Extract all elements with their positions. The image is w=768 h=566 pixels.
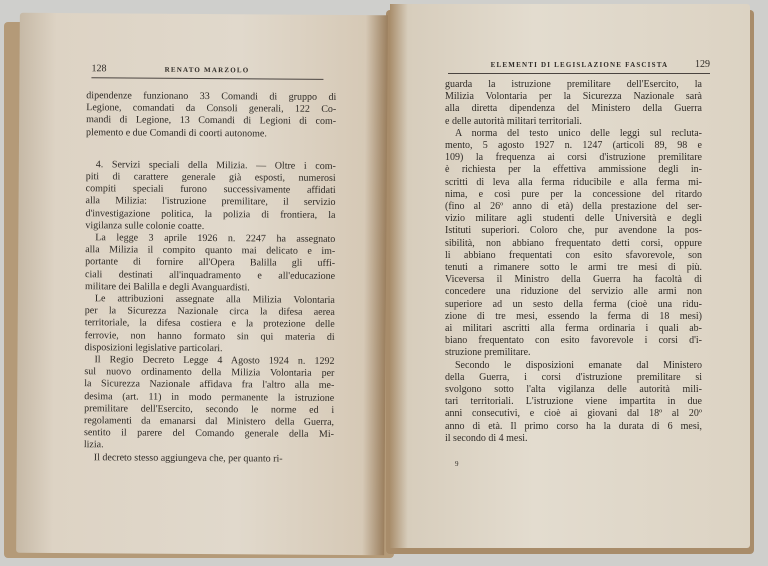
text-line: è richiesta per la effettiva ammissione degli in- <box>445 164 702 176</box>
text-line: svolgono sotto l'alta vigilanza delle autorità mili- <box>445 384 702 396</box>
text-line: 4. Servizi speciali della Milizia. — Oltre i com- <box>95 159 336 172</box>
paragraph <box>445 360 702 445</box>
text-line: anno di età. Il primo corso ha la durata di 6 mesi, <box>445 420 702 432</box>
left-page-header <box>91 63 323 80</box>
paragraph <box>84 452 334 466</box>
text-line: 109) la frequenza ai corsi d'istruzione premilitare <box>445 152 702 164</box>
text-line: compiti speciali furono successivamente affidati <box>85 183 336 197</box>
text-line: La legge 3 aprile 1926 n. 2247 ha assegnato <box>95 232 336 245</box>
text-line: militare dei Balilla e degli Avanguardisti. <box>84 281 250 294</box>
text-line: A norma del testo unico delle leggi sul recluta- <box>455 127 702 139</box>
signature-mark: 9 <box>455 460 459 468</box>
left-page <box>16 13 388 556</box>
text-line: la Sicurezza Nazionale affidava fra l'altro alla me- <box>84 378 335 392</box>
text-line: disposizioni legislative particolari. <box>84 342 223 355</box>
paragraph-gap <box>86 139 336 161</box>
text-line: ai militari ascritti alla ferma ordinaria i quali ab- <box>445 323 702 335</box>
text-line: e delle autorità militari territoriali. <box>445 115 582 127</box>
right-page-body <box>445 79 702 445</box>
paragraph <box>445 128 702 360</box>
paragraph <box>85 232 335 295</box>
text-line: sul nuovo ordinamento della Milizia Volontaria per <box>84 366 335 380</box>
text-line: ferrovie, non hanno formato sin qui materia di <box>84 329 335 343</box>
text-line: vizio militare agli studenti delle Università e degli <box>445 213 702 225</box>
text-line: guarda la istruzione premilitare dell'Esercito, la <box>445 79 702 90</box>
paragraph <box>84 354 335 453</box>
text-line: il secondo di 4 mesi. <box>445 432 528 444</box>
text-line: Milizia Volontaria per la Sicurezza Nazionale sarà <box>445 91 702 103</box>
running-title: RENATO MARZOLO <box>164 65 250 75</box>
text-line: regolamenti da emanarsi dal Ministero della Guerra, <box>84 415 335 429</box>
text-line: (fino al 26º anno di età) della prestazione del ser- <box>445 201 702 213</box>
text-line: territoriale, la difesa costiera e la protezione delle <box>84 317 335 331</box>
paragraph <box>85 159 336 234</box>
page-number: 129 <box>694 59 710 70</box>
text-line: Le attribuzioni assegnate alla Milizia Volontaria <box>94 293 335 306</box>
text-line: della Guerra, i corsi d'istruzione premilitare si <box>445 371 702 383</box>
text-line: d'investigazione politica, la polizia di frontiera, la <box>85 207 336 221</box>
text-line: mandi di Legione, 13 Comandi di Legioni di com- <box>86 114 337 128</box>
text-line: Il Regio Decreto Legge 4 Agosto 1924 n. 1292 <box>94 354 335 367</box>
text-line: tenuti a rimanere sotto le armi tre mesi di più. <box>445 262 702 274</box>
text-line: sibilità, non abbiano frequentato detti corsi, oppure <box>445 237 702 249</box>
text-line: ciali destinati all'inquadramento e all'educazione <box>85 268 336 282</box>
text-line: lizia. <box>83 439 104 451</box>
page-number: 128 <box>91 63 107 75</box>
text-line: alla diretta dipendenza del Ministero della Guerra <box>445 103 702 115</box>
text-line: premilitare dell'Esercito, secondo le norme ed i <box>84 403 335 416</box>
text-line: tari territoriali. L'istruzione viene impartita in due <box>445 396 702 408</box>
left-page-body <box>84 90 337 466</box>
text-line: Viceversa il Ministro della Guerra ha facoltà di <box>445 274 702 286</box>
paragraph <box>85 293 335 356</box>
text-line: dipendenze funzionano 33 Comandi di gruppo di <box>86 90 337 103</box>
text-line: alla Milizia: l'istruzione premilitare, il servizio <box>85 195 336 209</box>
text-line: Legione, comandati da Consoli generali, 122 Co- <box>86 102 337 116</box>
text-line: anni consecutivi, e cioè ai giovani dal 18º al 20º <box>445 408 702 420</box>
text-line: biano frequentato con esito favorevole i corsi d'i- <box>445 335 702 347</box>
text-line: zione di tre mesi, essendo la ferma di 18 mesi) <box>445 310 702 322</box>
right-page <box>390 4 750 548</box>
text-line: superiore ad un sesto della ferma (cioè una ridu- <box>445 298 702 310</box>
right-page-header <box>448 59 710 74</box>
text-line: vigilanza sulle colonie coatte. <box>85 220 205 232</box>
text-line: per la Sicurezza Nazionale circa la difesa aerea <box>84 305 335 319</box>
text-line: li abbiano frequentati con esito sfavorevole, son <box>445 249 702 261</box>
text-line: mento, 5 agosto 1927 n. 1247 (articoli 89, 98 e <box>445 140 702 152</box>
paragraph <box>445 79 702 128</box>
text-line: Il decreto stesso aggiungeva che, per quanto ri- <box>93 451 283 465</box>
text-line: nima, e così pure per la concessione del ritardo <box>445 188 702 200</box>
text-line: desima (art. 11) in modo permanente la istruzione <box>84 390 335 404</box>
paragraph <box>86 90 336 141</box>
text-line: sentito il parere del Comando generale della Mi- <box>83 427 334 441</box>
text-line: Secondo le disposizioni emanate dal Ministero <box>455 359 702 371</box>
text-line: alla Milizia il compito quanto mai delicato e im- <box>85 244 336 258</box>
text-line: piti di carattere generale già esposti, numerosi <box>85 171 336 184</box>
text-line: concedere una riduzione del servizio alle armi non <box>445 286 702 298</box>
text-line: Istituti superiori. Coloro che, pur avendone la pos- <box>445 225 702 237</box>
text-line: scritti di leva alla ferma riducibile e alla ferma mi- <box>445 176 702 188</box>
text-line: portante di fornire all'Opera Balilla gli uffi- <box>85 256 336 270</box>
text-line: struzione premilitare. <box>445 347 531 359</box>
running-title: ELEMENTI DI LEGISLAZIONE FASCISTA <box>490 61 669 69</box>
text-line: plemento e due Comandi di coorti autonome. <box>86 126 267 140</box>
